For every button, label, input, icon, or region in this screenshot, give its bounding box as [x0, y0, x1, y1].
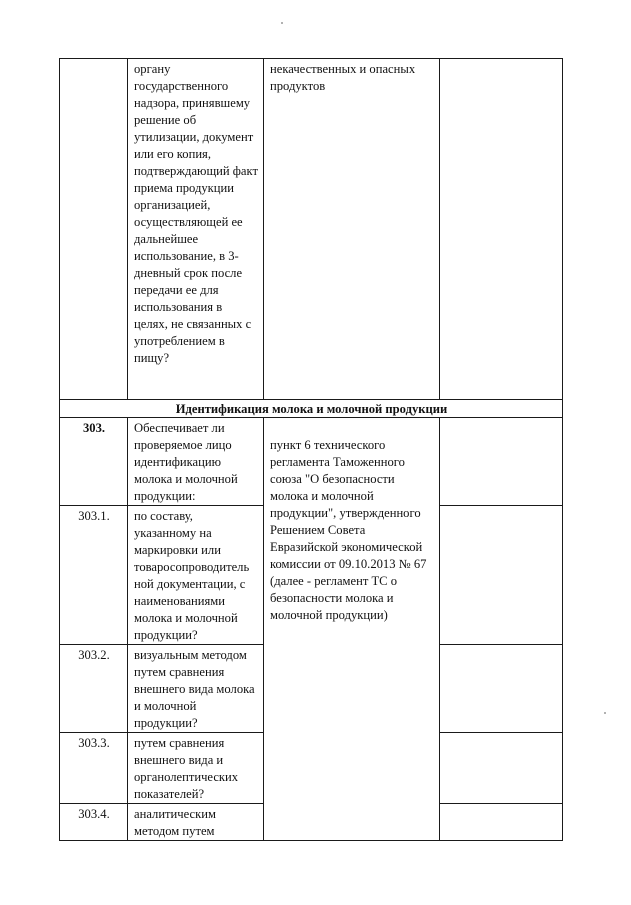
section-title: Идентификация молока и молочной продукции: [60, 400, 563, 418]
answer-cell[interactable]: [440, 418, 563, 506]
question-cell: [128, 733, 264, 804]
question-text: аналитическим методом путем: [134, 807, 216, 838]
scan-speck: [281, 22, 283, 24]
question-cell: [128, 418, 264, 506]
question-text: Обеспечивает ли проверяемое лицо идентификацию молока и молочной продукции:: [134, 421, 238, 503]
answer-cell[interactable]: [440, 733, 563, 804]
row-number-cell: 303.4.: [60, 804, 128, 841]
question-cell: [128, 59, 264, 400]
row-number-cell: 303.2.: [60, 645, 128, 733]
answer-cell[interactable]: [440, 804, 563, 841]
question-text: путем сравнения внешнего вида и органолептических показателей?: [134, 736, 239, 801]
question-cell: [128, 506, 264, 645]
question-text: по составу, указанному на маркировки или товаросопроводитель ной документации, с наименованиями молока и молочной продукции?: [134, 509, 250, 642]
row-number-cell: 303.1.: [60, 506, 128, 645]
reference-text: некачественных и опасных продуктов: [270, 62, 416, 93]
answer-cell[interactable]: [440, 506, 563, 645]
section-header-row: [60, 400, 563, 418]
answer-cell[interactable]: [440, 645, 563, 733]
question-cell: [128, 645, 264, 733]
checklist-table: [59, 58, 563, 841]
row-number-cell: 303.3.: [60, 733, 128, 804]
reference-text: пункт 6 технического регламента Таможенного союза "О безопасности молока и молочной продукции", утвержденного Решением Совета Евразийской экономической комиссии от 09.10.2013 № 67 (далее - регламент ТС о безопасности молока и молочной продукции): [270, 438, 427, 622]
scan-speck: [604, 712, 606, 714]
table-row: [60, 59, 563, 400]
row-number-cell: [60, 59, 128, 400]
question-text: органу государственного надзора, принявшему решение об утилизации, документ или его копия, подтверждающий факт приема продукции организацией, осуществляющей ее дальнейшее использование, в 3-дневный срок после передачи ее для использования в целях, не связанных с употреблением в пищу?: [134, 62, 258, 365]
answer-cell[interactable]: [440, 59, 563, 400]
question-cell: [128, 804, 264, 841]
table-row: [60, 418, 563, 506]
question-text: визуальным методом путем сравнения внешнего вида молока и молочной продукции?: [134, 648, 255, 730]
reference-cell: [264, 59, 440, 400]
reference-cell: [264, 418, 440, 841]
row-number-cell: 303.: [60, 418, 128, 506]
